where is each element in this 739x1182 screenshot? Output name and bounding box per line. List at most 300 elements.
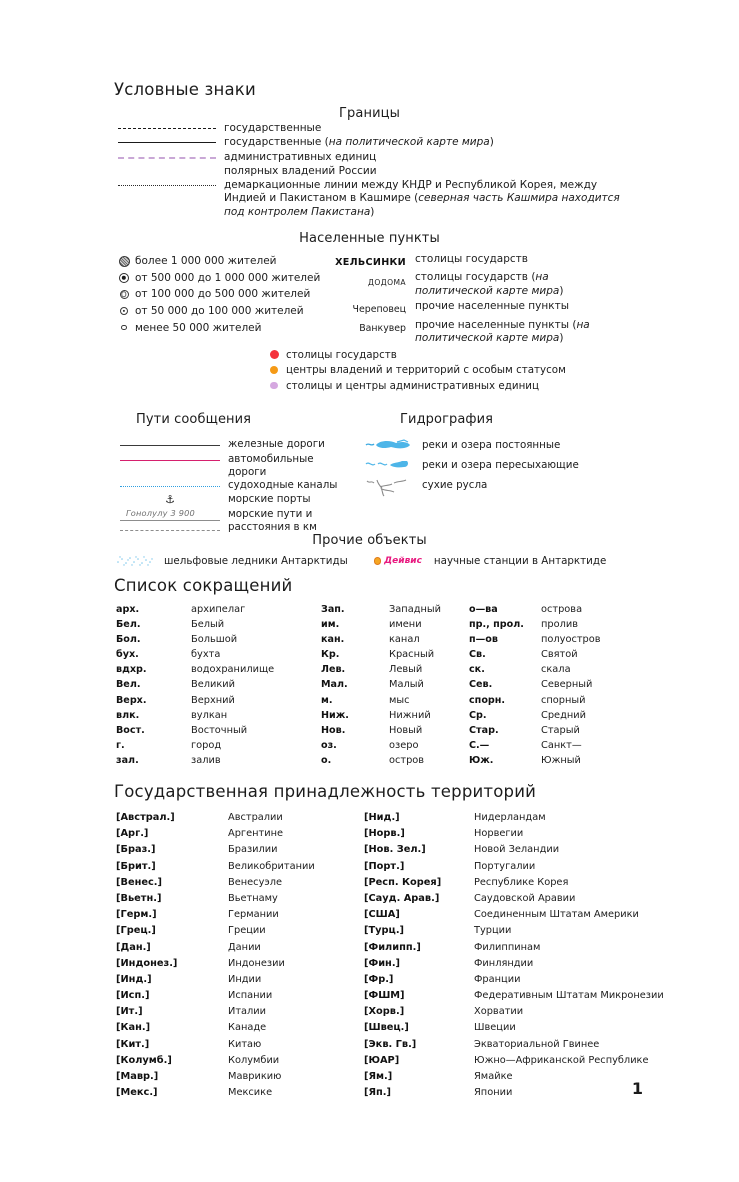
abbreviation-row xyxy=(321,679,469,694)
territory-value: Аргентине xyxy=(228,828,284,840)
territory-row xyxy=(116,1039,364,1055)
territories-column-1 xyxy=(116,812,364,1103)
territory-row xyxy=(364,958,676,974)
legend-item-seaport xyxy=(118,493,348,508)
abbr-value: Белый xyxy=(191,619,225,631)
station-sample-label: Дейвис xyxy=(384,556,422,566)
abbr-key: Св. xyxy=(469,649,486,661)
abbr-key: Вел. xyxy=(116,679,141,691)
sample-label: ХЕЛЬСИНКИ xyxy=(335,257,406,268)
abbr-value: Левый xyxy=(389,664,423,676)
abbr-key: Бел. xyxy=(116,619,141,631)
abbreviation-row xyxy=(321,649,469,664)
solid-line-icon xyxy=(114,136,217,149)
territory-row xyxy=(364,974,676,990)
legend-label: столицы и центры административных единиц xyxy=(286,379,540,392)
ice-shelf-icon xyxy=(112,553,164,569)
red-dot-icon xyxy=(262,350,286,359)
legend-label: столицы государств (на политической карте мира) xyxy=(415,271,564,297)
territory-key: [Респ. Корея] xyxy=(364,876,442,888)
abbr-value: имени xyxy=(389,619,422,631)
abbreviation-row xyxy=(116,679,321,694)
territory-row xyxy=(116,1022,364,1038)
territory-row xyxy=(364,1022,676,1038)
territory-row xyxy=(364,1006,676,1022)
abbreviation-row xyxy=(321,710,469,725)
cyan-cross-line-icon xyxy=(114,165,217,178)
abbr-value: вулкан xyxy=(191,709,228,721)
legend-label: железные дороги xyxy=(228,438,325,450)
territory-row xyxy=(116,812,364,828)
abbreviation-row xyxy=(321,619,469,634)
circle-hatched-icon xyxy=(113,256,135,267)
territory-row xyxy=(364,828,676,844)
territory-key: [Инд.] xyxy=(116,973,152,985)
territory-value: Венесуэле xyxy=(228,876,283,888)
abbreviation-row xyxy=(469,634,629,649)
legend-label: морские пути и расстояния в км xyxy=(228,507,317,534)
territory-value: Финляндии xyxy=(474,957,534,969)
legend-label: административных единиц xyxy=(224,150,377,163)
circle-tiny-icon xyxy=(113,325,135,331)
legend-label: сухие русла xyxy=(422,479,488,491)
territory-row xyxy=(364,861,676,877)
territory-row xyxy=(116,861,364,877)
settlement-name-legend-list xyxy=(332,253,632,345)
territory-row xyxy=(364,990,676,1006)
abbr-value: Малый xyxy=(389,679,424,691)
legend-item-border-admin xyxy=(114,151,634,164)
dotted-line-icon xyxy=(114,179,217,192)
abbr-value: озеро xyxy=(389,739,419,751)
legend-item-dot-admin-center xyxy=(262,378,642,394)
circle-small-dot-icon xyxy=(113,307,135,315)
abbr-value: Новый xyxy=(389,724,423,736)
legend-item-border-demarcation xyxy=(114,179,634,219)
territory-row xyxy=(364,844,676,860)
abbr-key: Верх. xyxy=(116,694,147,706)
abbreviation-row xyxy=(116,725,321,740)
territory-row xyxy=(116,1006,364,1022)
territory-value: Саудовской Аравии xyxy=(474,892,576,904)
territory-key: [Фин.] xyxy=(364,957,401,969)
territory-key: [Исп.] xyxy=(116,990,150,1002)
legend-label: морские порты xyxy=(228,493,311,506)
territory-key: [Браз.] xyxy=(116,844,156,856)
legend-label: более 1 000 000 жителей xyxy=(135,255,277,268)
abbr-value: архипелаг xyxy=(191,604,246,615)
legend-item-railway xyxy=(118,438,348,453)
legend-label: научные станции в Антарктиде xyxy=(433,555,607,567)
abbr-key: Вост. xyxy=(116,724,145,736)
population-legend-list xyxy=(113,253,328,336)
territory-value: Нидерландам xyxy=(474,812,546,823)
station-dot-icon xyxy=(374,557,381,564)
rail-line-icon xyxy=(118,438,222,453)
territory-value: Индонезии xyxy=(228,957,285,969)
legend-label: государственные (на политической карте мира) xyxy=(224,136,494,149)
abbreviation-row xyxy=(321,664,469,679)
abbreviation-row xyxy=(321,634,469,649)
dry-riverbed-icon xyxy=(364,476,416,496)
abbr-key: Стар. xyxy=(469,724,499,736)
abbr-value: острова xyxy=(541,604,583,615)
territory-key: [Мавр.] xyxy=(116,1071,159,1082)
abbr-key: бух. xyxy=(116,649,139,661)
abbr-key: Кр. xyxy=(321,649,340,661)
abbreviation-row xyxy=(469,604,629,619)
legend-item-pop-100k-500k xyxy=(113,286,328,303)
territory-value: Италии xyxy=(228,1006,267,1018)
territory-row xyxy=(364,1071,676,1087)
territory-value: Колумбии xyxy=(228,1054,280,1066)
territory-value: Филиппинам xyxy=(474,941,541,953)
territory-value: Бразилии xyxy=(228,844,278,856)
territory-key: [Фр.] xyxy=(364,973,394,985)
abbr-value: Средний xyxy=(541,709,586,721)
abbr-key: пр., прол. xyxy=(469,619,524,631)
section-heading-settlements: Населенные пункты xyxy=(299,231,440,246)
abbr-key: г. xyxy=(116,739,125,751)
territory-value: Дании xyxy=(228,941,261,953)
abbr-value: спорный xyxy=(541,694,586,706)
abbr-key: спорн. xyxy=(469,694,506,706)
sample-label: ДОДОМА xyxy=(368,278,406,288)
legend-item-dot-capital xyxy=(262,347,642,363)
legend-item-pop-over-1m xyxy=(113,253,328,270)
territory-row xyxy=(364,1087,676,1103)
abbreviation-row xyxy=(116,604,321,619)
research-station-icon xyxy=(374,556,422,566)
hydrography-legend-list xyxy=(364,436,614,496)
legend-item-river-lake-permanent xyxy=(364,436,614,456)
abbr-key: Бол. xyxy=(116,634,141,646)
territory-key: [Ям.] xyxy=(364,1071,393,1082)
section-heading-borders: Границы xyxy=(339,106,400,121)
legend-item-border-state xyxy=(114,122,634,135)
abbreviation-row xyxy=(321,755,469,770)
abbr-value: канал xyxy=(389,634,420,646)
legend-label: прочие населенные пункты xyxy=(415,300,569,313)
territory-value: Китаю xyxy=(228,1038,262,1050)
legend-label: судоходные каналы xyxy=(228,478,338,491)
abbr-value: Старый xyxy=(541,724,580,736)
territory-row xyxy=(116,925,364,941)
sample-label: Ванкувер xyxy=(359,322,406,334)
legend-item-pop-500k-1m xyxy=(113,270,328,287)
legend-label: реки и озера пересыхающие xyxy=(422,459,579,471)
abbr-value: Святой xyxy=(541,649,578,661)
territory-row xyxy=(116,844,364,860)
territory-key: [Венес.] xyxy=(116,876,163,888)
abbreviation-row xyxy=(116,634,321,649)
abbr-value: Красный xyxy=(389,649,435,661)
territory-key: [Колумб.] xyxy=(116,1054,172,1066)
abbr-key: Нов. xyxy=(321,724,346,736)
legend-label: автомобильные дороги xyxy=(228,452,314,478)
sea-route-sample: Гонолулу 3 900 xyxy=(126,507,195,518)
abbreviation-row xyxy=(116,755,321,770)
territory-key: [Яп.] xyxy=(364,1087,391,1099)
abbr-value: бухта xyxy=(191,649,221,661)
legend-item-sea-route xyxy=(118,508,348,534)
abbreviation-row xyxy=(469,755,629,770)
orange-dot-icon xyxy=(262,366,286,374)
sea-route-icon xyxy=(118,508,222,534)
abbreviation-row xyxy=(116,695,321,710)
territory-value: Федеративным Штатам Микронезии xyxy=(474,990,664,1002)
section-heading-hydrography: Гидрография xyxy=(400,412,494,427)
abbr-key: Сев. xyxy=(469,679,493,691)
territory-value: Испании xyxy=(228,990,273,1002)
abbr-value: мыс xyxy=(389,694,410,706)
legend-item-dot-special-status xyxy=(262,363,642,379)
abbr-key: п—ов xyxy=(469,634,498,646)
territory-key: [Филипп.] xyxy=(364,941,421,953)
abbreviations-column-3 xyxy=(469,604,629,770)
territory-row xyxy=(116,893,364,909)
territory-row xyxy=(116,974,364,990)
legend-item-pop-50k-100k xyxy=(113,303,328,320)
abbreviation-row xyxy=(116,710,321,725)
territory-value: Португалии xyxy=(474,860,536,872)
sample-label: Череповец xyxy=(352,304,406,316)
abbr-key: С.— xyxy=(469,739,490,751)
abbr-value: остров xyxy=(389,754,425,766)
river-lake-seasonal-icon xyxy=(364,456,416,476)
territory-key: [Хорв.] xyxy=(364,1006,405,1018)
abbr-value: Северный xyxy=(541,679,593,691)
legend-item-border-state-political xyxy=(114,136,634,149)
territory-row xyxy=(364,877,676,893)
abbr-key: м. xyxy=(321,694,333,706)
abbr-value: Южный xyxy=(541,754,581,766)
legend-label: демаркационные линии между КНДР и Республикой Корея, между Индией и Пакистаном в Кашмире (северная часть Кашмира находится под контролем Пакистана) xyxy=(224,179,620,218)
territory-value: Германии xyxy=(228,909,279,921)
abbreviation-row xyxy=(469,710,629,725)
territory-value: Норвегии xyxy=(474,828,524,840)
abbr-value: город xyxy=(191,739,222,751)
territory-value: Ямайке xyxy=(474,1071,513,1082)
abbr-key: Зап. xyxy=(321,604,345,615)
legend-label: прочие населенные пункты (на политической карте мира) xyxy=(415,318,590,345)
territory-key: [Мекс.] xyxy=(116,1087,158,1099)
territory-key: [Австрал.] xyxy=(116,812,175,823)
territory-value: Швеции xyxy=(474,1022,516,1034)
territory-row xyxy=(116,877,364,893)
legend-item-river-lake-seasonal xyxy=(364,456,614,476)
territory-value: Австралии xyxy=(228,812,283,823)
capital-dot-legend-list xyxy=(262,347,642,394)
territory-value: Мексике xyxy=(228,1087,273,1099)
abbreviation-row xyxy=(469,740,629,755)
territory-value: Греции xyxy=(228,925,266,937)
territory-value: Вьетнаму xyxy=(228,892,278,904)
abbreviations-column-1 xyxy=(116,604,321,770)
legend-item-border-polar xyxy=(114,165,634,178)
legend-item-pop-under-50k xyxy=(113,319,328,336)
legend-label: от 50 000 до 100 000 жителей xyxy=(135,305,304,318)
territory-value: Франции xyxy=(474,973,521,985)
legend-item-ice-shelf xyxy=(112,553,632,569)
territory-row xyxy=(364,1055,676,1071)
legend-item-name-other xyxy=(332,300,632,316)
abbr-value: Санкт— xyxy=(541,739,582,751)
violet-dot-icon xyxy=(262,382,286,389)
legend-label: реки и озера постоянные xyxy=(422,439,561,451)
river-lake-permanent-icon xyxy=(364,436,416,456)
territory-value: Канаде xyxy=(228,1022,267,1034)
abbreviation-row xyxy=(116,649,321,664)
territory-row xyxy=(364,925,676,941)
territory-key: [Индонез.] xyxy=(116,957,178,969)
legend-item-name-other-political xyxy=(332,319,632,346)
abbr-value: залив xyxy=(191,754,221,766)
abbr-key: Лев. xyxy=(321,664,346,676)
page-number: 1 xyxy=(631,1079,643,1098)
circle-filled-dot-icon xyxy=(113,273,135,283)
abbr-key: Ср. xyxy=(469,709,487,721)
abbr-key: им. xyxy=(321,619,340,631)
abbr-key: кан. xyxy=(321,634,345,646)
territory-key: [Кан.] xyxy=(116,1022,151,1034)
legend-label: от 500 000 до 1 000 000 жителей xyxy=(135,271,321,284)
abbr-key: вдхр. xyxy=(116,664,147,676)
routes-legend-list xyxy=(118,438,348,534)
territory-value: Японии xyxy=(474,1087,513,1099)
abbreviation-row xyxy=(116,664,321,679)
abbr-value: скала xyxy=(541,664,571,676)
territory-key: [Дан.] xyxy=(116,941,151,953)
territory-row xyxy=(116,942,364,958)
legend-item-name-capital-political xyxy=(332,271,632,298)
abbr-value: Великий xyxy=(191,679,236,691)
abbreviations-table xyxy=(116,604,636,770)
section-heading-routes: Пути сообщения xyxy=(136,412,252,427)
abbreviation-row xyxy=(469,619,629,634)
territory-key: [США] xyxy=(364,909,400,921)
abbr-value: Большой xyxy=(191,634,238,646)
territory-key: [Нид.] xyxy=(364,812,400,823)
territory-key: [Герм.] xyxy=(116,909,157,921)
territory-value: Новой Зеландии xyxy=(474,844,560,856)
abbreviation-row xyxy=(321,695,469,710)
territory-key: [Турц.] xyxy=(364,925,405,937)
territory-key: [ФШМ] xyxy=(364,990,405,1002)
abbr-key: Юж. xyxy=(469,754,494,766)
abbr-key: влк. xyxy=(116,709,140,721)
legend-item-name-capital xyxy=(332,253,632,269)
legend-label: от 100 000 до 500 000 жителей xyxy=(135,288,311,301)
abbr-value: пролив xyxy=(541,619,579,631)
legend-label: центры владений и территорий с особым статусом xyxy=(286,364,566,377)
abbr-key: оз. xyxy=(321,739,337,751)
abbreviation-row xyxy=(469,649,629,664)
territory-value: Соединенным Штатам Америки xyxy=(474,909,639,921)
territories-table xyxy=(116,812,676,1103)
abbr-key: ск. xyxy=(469,664,485,676)
circle-ring-icon xyxy=(113,290,135,299)
abbr-value: водохранилище xyxy=(191,664,275,676)
territory-value: Экваториальной Гвинее xyxy=(474,1038,600,1050)
territory-key: [Кит.] xyxy=(116,1038,150,1050)
page-title: Условные знаки xyxy=(114,80,256,99)
legend-label: столицы государств xyxy=(286,348,397,361)
territory-key: [Брит.] xyxy=(116,860,156,872)
territory-row xyxy=(364,942,676,958)
abbr-key: Ниж. xyxy=(321,709,349,721)
territory-row xyxy=(116,1087,364,1103)
abbreviation-row xyxy=(321,604,469,619)
territory-value: Хорватии xyxy=(474,1006,524,1018)
territory-value: Южно—Африканской Республике xyxy=(474,1054,649,1066)
territory-row xyxy=(116,990,364,1006)
abbreviation-row xyxy=(469,679,629,694)
abbreviation-row xyxy=(321,725,469,740)
dash-dot-line-icon xyxy=(114,122,217,135)
territory-key: [Вьетн.] xyxy=(116,892,162,904)
abbr-key: арх. xyxy=(116,604,140,615)
territory-key: [Норв.] xyxy=(364,828,405,840)
abbr-key: Мал. xyxy=(321,679,348,691)
territory-value: Индии xyxy=(228,973,262,985)
territories-column-2 xyxy=(364,812,676,1103)
other-objects-legend-list xyxy=(112,553,632,569)
abbreviations-column-2 xyxy=(321,604,469,770)
territory-row xyxy=(116,1071,364,1087)
anchor-icon: ⚓ xyxy=(165,493,175,507)
territory-key: [Сауд. Арав.] xyxy=(364,892,440,904)
territory-key: [Арг.] xyxy=(116,828,149,840)
territory-value: Маврикию xyxy=(228,1071,282,1082)
section-heading-other-objects: Прочие объекты xyxy=(312,533,427,548)
territory-key: [ЮАР] xyxy=(364,1054,400,1066)
abbreviation-row xyxy=(469,725,629,740)
territory-key: [Нов. Зел.] xyxy=(364,844,426,856)
canal-line-icon xyxy=(118,479,222,494)
abbr-value: полуостров xyxy=(541,634,601,646)
territory-key: [Ит.] xyxy=(116,1006,143,1018)
section-heading-territories: Государственная принадлежность территорий xyxy=(114,782,537,801)
legend-label: шельфовые ледники Антарктиды xyxy=(164,555,348,567)
abbr-key: о. xyxy=(321,754,332,766)
territory-row xyxy=(364,893,676,909)
territory-row xyxy=(116,828,364,844)
territory-key: [Экв. Гв.] xyxy=(364,1038,417,1050)
legend-label: полярных владений России xyxy=(224,164,377,177)
territory-row xyxy=(116,1055,364,1071)
territory-key: [Порт.] xyxy=(364,860,405,872)
territory-row xyxy=(364,812,676,828)
dashed-violet-line-icon xyxy=(114,151,217,164)
territory-row xyxy=(116,958,364,974)
borders-legend-list xyxy=(114,122,634,220)
territory-row xyxy=(364,909,676,925)
legend-label: государственные xyxy=(224,122,322,134)
legend-label: менее 50 000 жителей xyxy=(135,321,262,334)
abbr-value: Восточный xyxy=(191,724,248,736)
abbr-key: о—ва xyxy=(469,604,498,615)
section-heading-abbreviations: Список сокращений xyxy=(114,576,293,595)
territory-row xyxy=(364,1039,676,1055)
abbr-key: зал. xyxy=(116,754,139,766)
abbr-value: Нижний xyxy=(389,709,431,721)
territory-value: Республике Корея xyxy=(474,876,569,888)
legend-item-road xyxy=(118,453,348,479)
road-line-icon xyxy=(118,453,222,468)
legend-item-canal xyxy=(118,479,348,494)
territory-value: Великобритании xyxy=(228,860,315,872)
